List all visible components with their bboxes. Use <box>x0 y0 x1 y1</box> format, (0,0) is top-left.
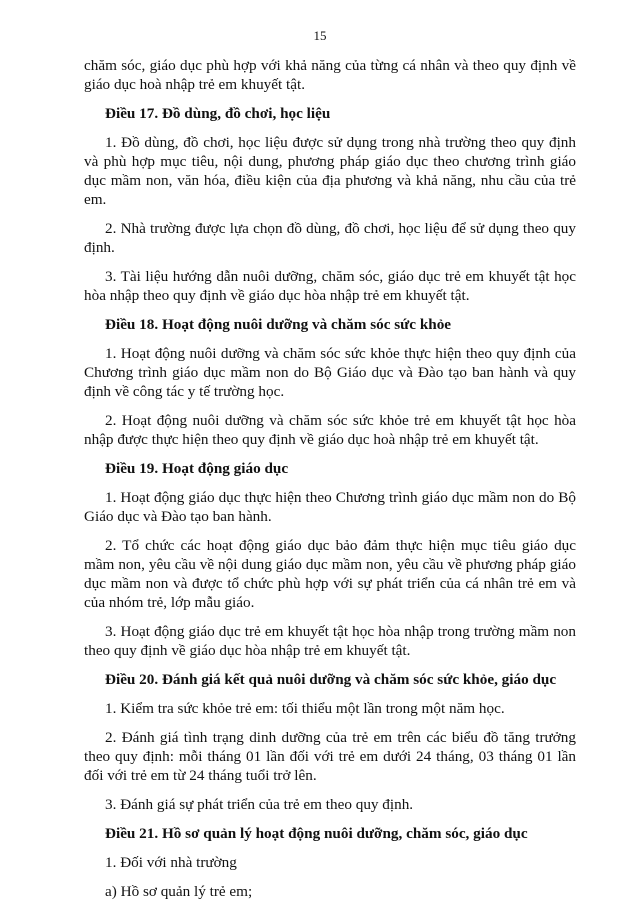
paragraph: 1. Đồ dùng, đồ chơi, học liệu được sử dụng trong nhà trường theo quy định và phù hợp mục tiêu, nội dung, phương pháp giáo dục theo chương trình giáo dục mầm non, văn hóa, điều kiện của địa phương và khả năng, nhu cầu của trẻ em. <box>84 134 576 208</box>
paragraph: 1. Hoạt động nuôi dưỡng và chăm sóc sức khỏe thực hiện theo quy định của Chương trình giáo dục mầm non do Bộ Giáo dục và Đào tạo ban hành và quy định về công tác y tế trường học. <box>84 345 576 400</box>
paragraph: 2. Nhà trường được lựa chọn đồ dùng, đồ chơi, học liệu để sử dụng theo quy định. <box>84 220 576 256</box>
article-heading: Điều 21. Hồ sơ quản lý hoạt động nuôi dưỡng, chăm sóc, giáo dục <box>105 825 528 842</box>
paragraph: 3. Hoạt động giáo dục trẻ em khuyết tật học hòa nhập trong trường mầm non theo quy định về giáo dục hòa nhập trẻ em khuyết tật. <box>84 623 576 659</box>
paragraph-continuation: chăm sóc, giáo dục phù hợp với khả năng của từng cá nhân và theo quy định về giáo dục hoà nhập trẻ em khuyết tật. <box>84 57 576 93</box>
paragraph: 1. Hoạt động giáo dục thực hiện theo Chương trình giáo dục mầm non do Bộ Giáo dục và Đào tạo ban hành. <box>84 489 576 525</box>
page-number: 15 <box>313 28 327 43</box>
paragraph: 3. Tài liệu hướng dẫn nuôi dưỡng, chăm sóc, giáo dục trẻ em khuyết tật học hòa nhập theo quy định về giáo dục hòa nhập trẻ em khuyết tật. <box>84 268 576 304</box>
paragraph: a) Hồ sơ quản lý trẻ em; <box>105 883 253 900</box>
paragraph: 1. Kiểm tra sức khỏe trẻ em: tối thiểu một lần trong một năm học. <box>105 700 505 717</box>
article-heading: Điều 20. Đánh giá kết quả nuôi dưỡng và chăm sóc sức khỏe, giáo dục <box>105 671 557 688</box>
paragraph: 2. Hoạt động nuôi dưỡng và chăm sóc sức khỏe trẻ em khuyết tật học hòa nhập được thực hiện theo quy định về giáo dục hoà nhập trẻ em khuyết tật. <box>84 412 576 448</box>
document-body <box>84 56 576 911</box>
paragraph: 3. Đánh giá sự phát triển của trẻ em theo quy định. <box>105 796 414 813</box>
article-heading: Điều 18. Hoạt động nuôi dưỡng và chăm sóc sức khỏe <box>105 316 452 333</box>
article-heading: Điều 17. Đồ dùng, đồ chơi, học liệu <box>105 105 331 122</box>
article-heading: Điều 19. Hoạt động giáo dục <box>105 460 289 477</box>
paragraph: 1. Đối với nhà trường <box>105 854 237 871</box>
paragraph: 2. Đánh giá tình trạng dinh dưỡng của trẻ em trên các biểu đồ tăng trưởng theo quy định: mỗi tháng 01 lần đối với trẻ em dưới 24 tháng, 03 tháng 01 lần đối với trẻ em từ 24 tháng tuổi trở lên. <box>84 729 576 784</box>
paragraph: 2. Tổ chức các hoạt động giáo dục bảo đảm thực hiện mục tiêu giáo dục mầm non, yêu cầu về nội dung giáo dục mầm non, yêu cầu về phương pháp giáo dục mầm non và được tổ chức phù hợp với sự phát triển của cá nhân trẻ em và của nhóm trẻ, lớp mẫu giáo. <box>84 537 576 611</box>
